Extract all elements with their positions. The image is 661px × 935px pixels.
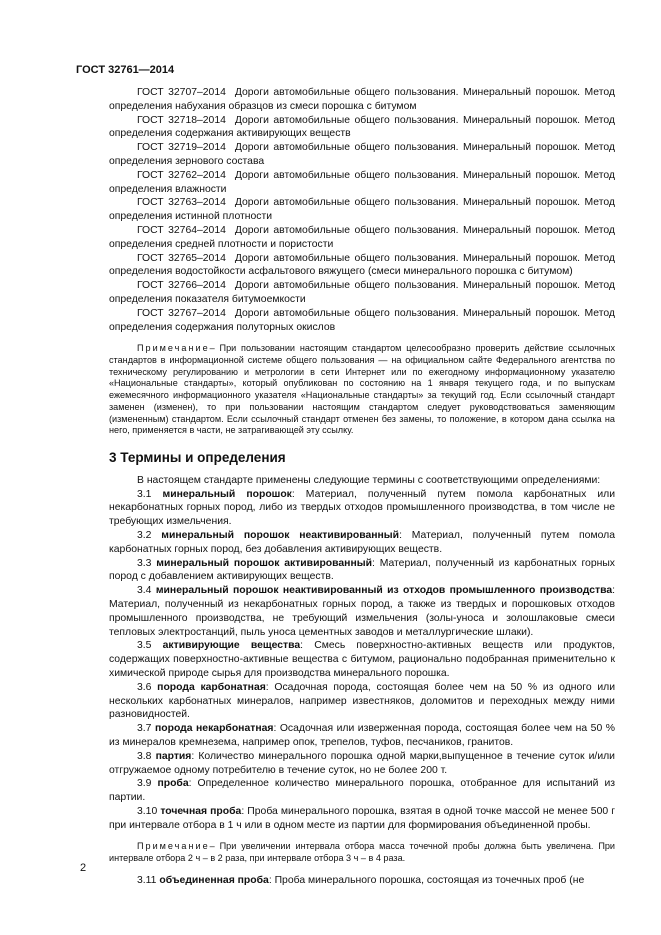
reference-text: Дороги автомобильные общего пользования. Минеральный порошок. Метод определения показателя битумоемкости [109,280,615,305]
term-item [109,874,615,888]
reference-text: Дороги автомобильные общего пользования. Минеральный порошок. Метод определения влажности [109,169,615,195]
term-definition: : Определенное количество минерального порошка, отобранное для испытаний из партии. [109,778,616,804]
term-item [109,805,615,833]
section-intro: В настоящем стандарте применены следующие термины с соответствующими определениями: [137,474,601,486]
note-paragraph [109,841,615,864]
term-number: 3.7 [137,723,152,735]
terms-list [109,488,615,833]
term-number: 3.3 [137,557,152,569]
term-item [109,777,615,805]
reference-code: ГОСТ 32718–2014 [137,114,226,126]
reference-item [109,169,615,197]
term-definition: : Смесь поверхностно-активных веществ или продуктов, содержащих поверхностно-активные вещества с битумом, рационально подобранная применительно к химической природе сырья для производства минерального порошка. [109,640,616,679]
reference-item [109,224,615,252]
term-number: 3.8 [137,750,152,762]
document-body [109,86,615,888]
reference-item [109,86,615,114]
term-name: активирующие вещества [162,640,301,652]
term-item [109,639,615,680]
term-item [109,750,615,778]
term-name: порода некарбонатная [154,723,274,735]
reference-text: Дороги автомобильные общего пользования. Минеральный порошок. Метод определения содержания активирующих веществ [109,114,615,140]
term-definition: : Материал, полученный путем помола карбонатных или некарбонатных горных пород, либо из твердых отходов промышленного производства, в том числе не требующих измельчения. [109,488,615,528]
reference-item [109,141,615,169]
term-number: 3.6 [137,681,152,693]
reference-item [109,114,615,142]
term-name: минеральный порошок активированный [156,557,372,569]
reference-code: ГОСТ 32719–2014 [137,142,226,154]
term-definition: : Осадочная порода, состоящая более чем на 50 % из одного или нескольких карбонатных минералов, например известняков, доломитов и переходных между ними разновидностей. [109,681,615,721]
term-item [109,681,615,722]
term-item [109,557,615,585]
note-label: Примечание [137,343,210,354]
term-number: 3.11 [137,874,157,886]
term-definition: : Проба минерального порошка, состоящая из точечных проб (не [268,874,585,886]
reference-code: ГОСТ 32767–2014 [137,307,226,319]
term-name: минеральный порошок неактивированный из отходов промышленного производства [155,585,613,597]
reference-text: Дороги автомобильные общего пользования. Минеральный порошок. Метод определения набухания образцов из смеси порошка с битумом [109,87,615,112]
reference-code: ГОСТ 32762–2014 [137,169,226,181]
reference-code: ГОСТ 32765–2014 [137,252,226,264]
note-label: Примечание [137,841,210,852]
reference-code: ГОСТ 32763–2014 [137,197,226,209]
reference-code: ГОСТ 32764–2014 [137,224,226,236]
term-item [109,488,615,529]
term-number: 3.1 [137,488,152,500]
normative-references-list [109,86,615,334]
term-number: 3.2 [137,529,152,541]
reference-text: Дороги автомобильные общего пользования. Минеральный порошок. Метод определения зернового состава [109,142,615,167]
term-name: минеральный порошок неактивированный [161,529,400,541]
term-name: порода карбонатная [157,681,266,693]
page-number: 2 [80,862,87,874]
reference-code: ГОСТ 32766–2014 [137,280,226,292]
term-definition: : Количество минерального порошка одной марки,выпущенное в течение суток и/или отгружаемое одному потребителю в течение суток, но не более 200 т. [109,750,615,776]
term-number: 3.5 [137,640,152,652]
term-name: проба [157,778,189,790]
term-definition: : Материал, полученный из карбонатных горных пород с добавлением активирующих веществ. [109,557,616,583]
reference-item [109,279,615,307]
term-name: объединенная проба [159,874,269,886]
term-item [109,529,615,557]
reference-item [109,252,615,280]
reference-text: Дороги автомобильные общего пользования. Минеральный порошок. Метод определения содержания полуторных окислов [109,307,615,333]
document-header: ГОСТ 32761—2014 [76,64,175,76]
reference-text: Дороги автомобильные общего пользования. Минеральный порошок. Метод определения истинной плотности [109,197,615,223]
reference-code: ГОСТ 32707–2014 [137,87,226,98]
term-name: точечная проба [160,805,242,817]
term-name: партия [155,750,192,762]
term-number: 3.4 [137,585,152,597]
reference-item [109,196,615,224]
reference-text: Дороги автомобильные общего пользования. Минеральный порошок. Метод определения средней плотности и пористости [109,224,615,250]
term-number: 3.9 [137,778,152,790]
term-definition: : Осадочная или изверженная порода, состоящая более чем на 50 % из минералов кремнезема, например опок, трепелов, туфов, песчаников, гранитов. [109,723,615,748]
term-name: минеральный порошок [162,488,292,500]
term-definition: : Материал, полученный путем помола карбонатных горных пород, без добавления активирующих веществ. [109,529,615,555]
note-paragraph [109,343,615,437]
term-number: 3.10 [137,805,158,817]
note-text: – При увеличении интервала отбора масса точечной пробы должна быть увеличена. При интервале отбора 2 ч – в 2 раза, при интервале отбора 3 ч – в 4 раза. [109,841,615,864]
term-definition: : Проба минерального порошка, взятая в одной точке массой не менее 500 г при интервале отбора в 1 ч или в одном месте из партии для формирования объединенной пробы. [109,805,616,831]
reference-item [109,307,615,335]
reference-text: Дороги автомобильные общего пользования. Минеральный порошок. Метод определения водостойкости асфальтового вяжущего (смеси минерального порошка с битумом) [109,252,615,278]
term-item [109,584,615,639]
note-text: – При пользовании настоящим стандартом целесообразно проверить действие ссылочных стандартов в информационной системе общего пользования — на официальном сайте Федерального агентства по техническому регулированию и метрологии в сети Интернет или по ежегодному информационному указателю «Национальные стандарты», который опубликован по состоянию на 1 января текущего года, и по выпускам ежемесячного информационного указателя «Национальные стандарты» за текущий год. Если ссылочный стандарт заменен (изменен), то при пользовании настоящим стандартом следует руководствоваться заменяющим (измененным) стандартом. Если ссылочный стандарт отменен без замены, то положение, в котором дана ссылка на него, применяется в части, не затрагивающей эту ссылку. [109,343,615,436]
term-item [109,722,615,750]
section-heading: 3 Термины и определения [109,449,286,465]
term-definition: : Материал, полученный из некарбонатных горных пород, а также из твердых и порошковых отходов промышленного производства, не требующий измельчения (золы-уноса и золошлаковые смеси тепловых электростанций, пыль уноса цементных заводов и металлургические шлаки). [109,585,616,638]
